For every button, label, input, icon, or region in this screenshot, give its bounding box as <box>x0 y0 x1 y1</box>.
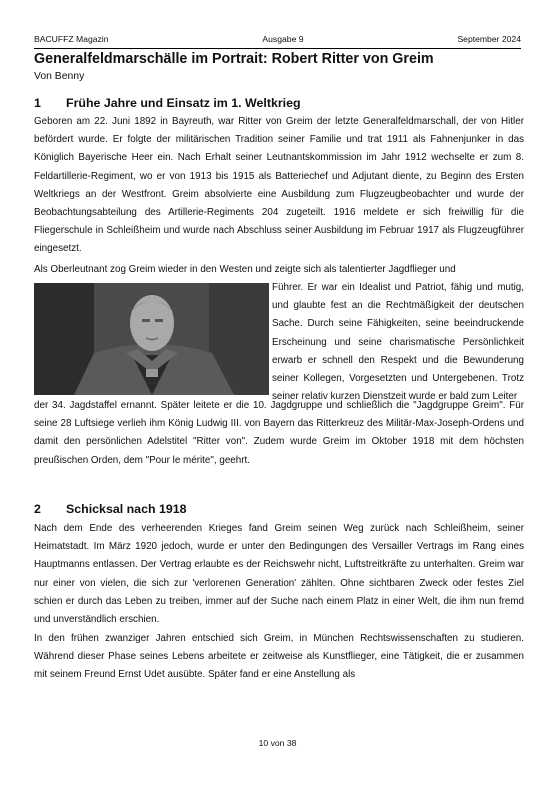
publication-name: BACUFFZ Magazin <box>34 34 109 44</box>
paragraph-wrapped: Führer. Er war ein Idealist und Patriot, fähig und mutig, und glaubte fest an die Rechtmäßigkeit der deutschen Sache. Durch seine Fähigkeiten, seine beeindruckende Erscheinung und seine charismatische Persönlichkeit erwarb er schnell den Respekt und die Bewunderung seiner Kollegen, Vorgesetzten und Untergebenen. Trotz seiner relativ kurzen Dienstzeit wurde er bald zum Leiter <box>272 282 524 403</box>
issue-date: September 2024 <box>457 34 521 44</box>
portrait-photo <box>34 283 269 395</box>
paragraph: Als Oberleutnant zog Greim wieder in den Westen und zeigte sich als talentierter Jagdflieger und <box>34 264 456 275</box>
paragraph: In den frühen zwanziger Jahren entschied sich Greim, in München Rechtswissenschaften zu studieren. Während dieser Phase seines Lebens arbeitete er zeitweise als Kunstflieger, eine Tätigkeit, die er zusammen mit seinem Freund Ernst Udet ausübte. Später fand er eine Anstellung als <box>34 633 524 681</box>
article-title: Generalfeldmarschälle im Portrait: Robert Ritter von Greim <box>34 51 434 67</box>
article-author: Von Benny <box>34 71 85 82</box>
section-title: Schicksal nach 1918 <box>66 502 187 516</box>
page-footer <box>0 738 555 748</box>
section-number: 1 <box>34 96 41 110</box>
paragraph: Geboren am 22. Juni 1892 in Bayreuth, war Ritter von Greim der letzte Generalfeldmarschall, der von Hitler befördert wurde. Er folgte der militärischen Tradition seiner Familie und trat 1911 als Fahnenjunker in das Königlich Bayerische Heer ein. Nach Erhalt seiner Leutnantskommission im Jahr 1912 wechselte er zum 8. Feldartillerie-Regiment, wo er von 1913 bis 1915 als Batteriechef und Adjutant diente, zu Beginn des Ersten Weltkriegs an der Westfront. Greim absolvierte eine Ausbildung zum Flugzeugbeobachter und wurde der Beobachtungsabteilung des Artillerie-Regiments 204 zugeteilt. 1916 meldete er sich freiwillig für die Fliegerschule in Schleißheim und wurde nach Abschluss seiner Ausbildung im Februar 1917 als Flugzeugführer eingesetzt. <box>34 116 524 255</box>
issue-number: Ausgabe 9 <box>262 34 304 44</box>
portrait-illustration <box>34 283 269 395</box>
section-heading-2 <box>34 502 514 517</box>
header-divider <box>34 48 521 49</box>
section-title: Frühe Jahre und Einsatz im 1. Weltkrieg <box>66 96 301 110</box>
section-number: 2 <box>34 502 41 516</box>
paragraph: Nach dem Ende des verheerenden Krieges fand Greim seinen Weg zurück nach Schleißheim, seiner Heimatstadt. Im März 1920 jedoch, wurde er unter den Bedingungen des Versailler Vertrags im Rang eines Hauptmanns entlassen. Der Vertrag erlaubte es der Reichswehr nicht, Luftstreitkräfte zu unterhalten. Greim war nur einer von vielen, die sich zur 'verlorenen Generation' zählten. Ohne sichtbaren Zweck oder festes Ziel schien er durch das Leben zu treiben, immer auf der Suche nach einem Platz in einer Welt, die ihm nun fremd und unverständlich erschien. <box>34 523 524 626</box>
section-heading-1 <box>34 96 514 111</box>
paragraph: der 34. Jagdstaffel ernannt. Später leitete er die 10. Jagdgruppe und schließlich die "Jagdgruppe Greim". Für seine 28 Luftsiege verlieh ihm König Ludwig III. von Bayern das Ritterkreuz des Militär-Max-Joseph-Ordens und damit den persönlichen Adelstitel "Ritter von". Zudem wurde Greim im Oktober 1918 mit dem höchsten preußischen Orden, dem "Pour le mérite", geehrt. <box>34 400 524 466</box>
page-indicator: 10 von 38 <box>258 738 297 748</box>
page-header <box>34 34 521 44</box>
